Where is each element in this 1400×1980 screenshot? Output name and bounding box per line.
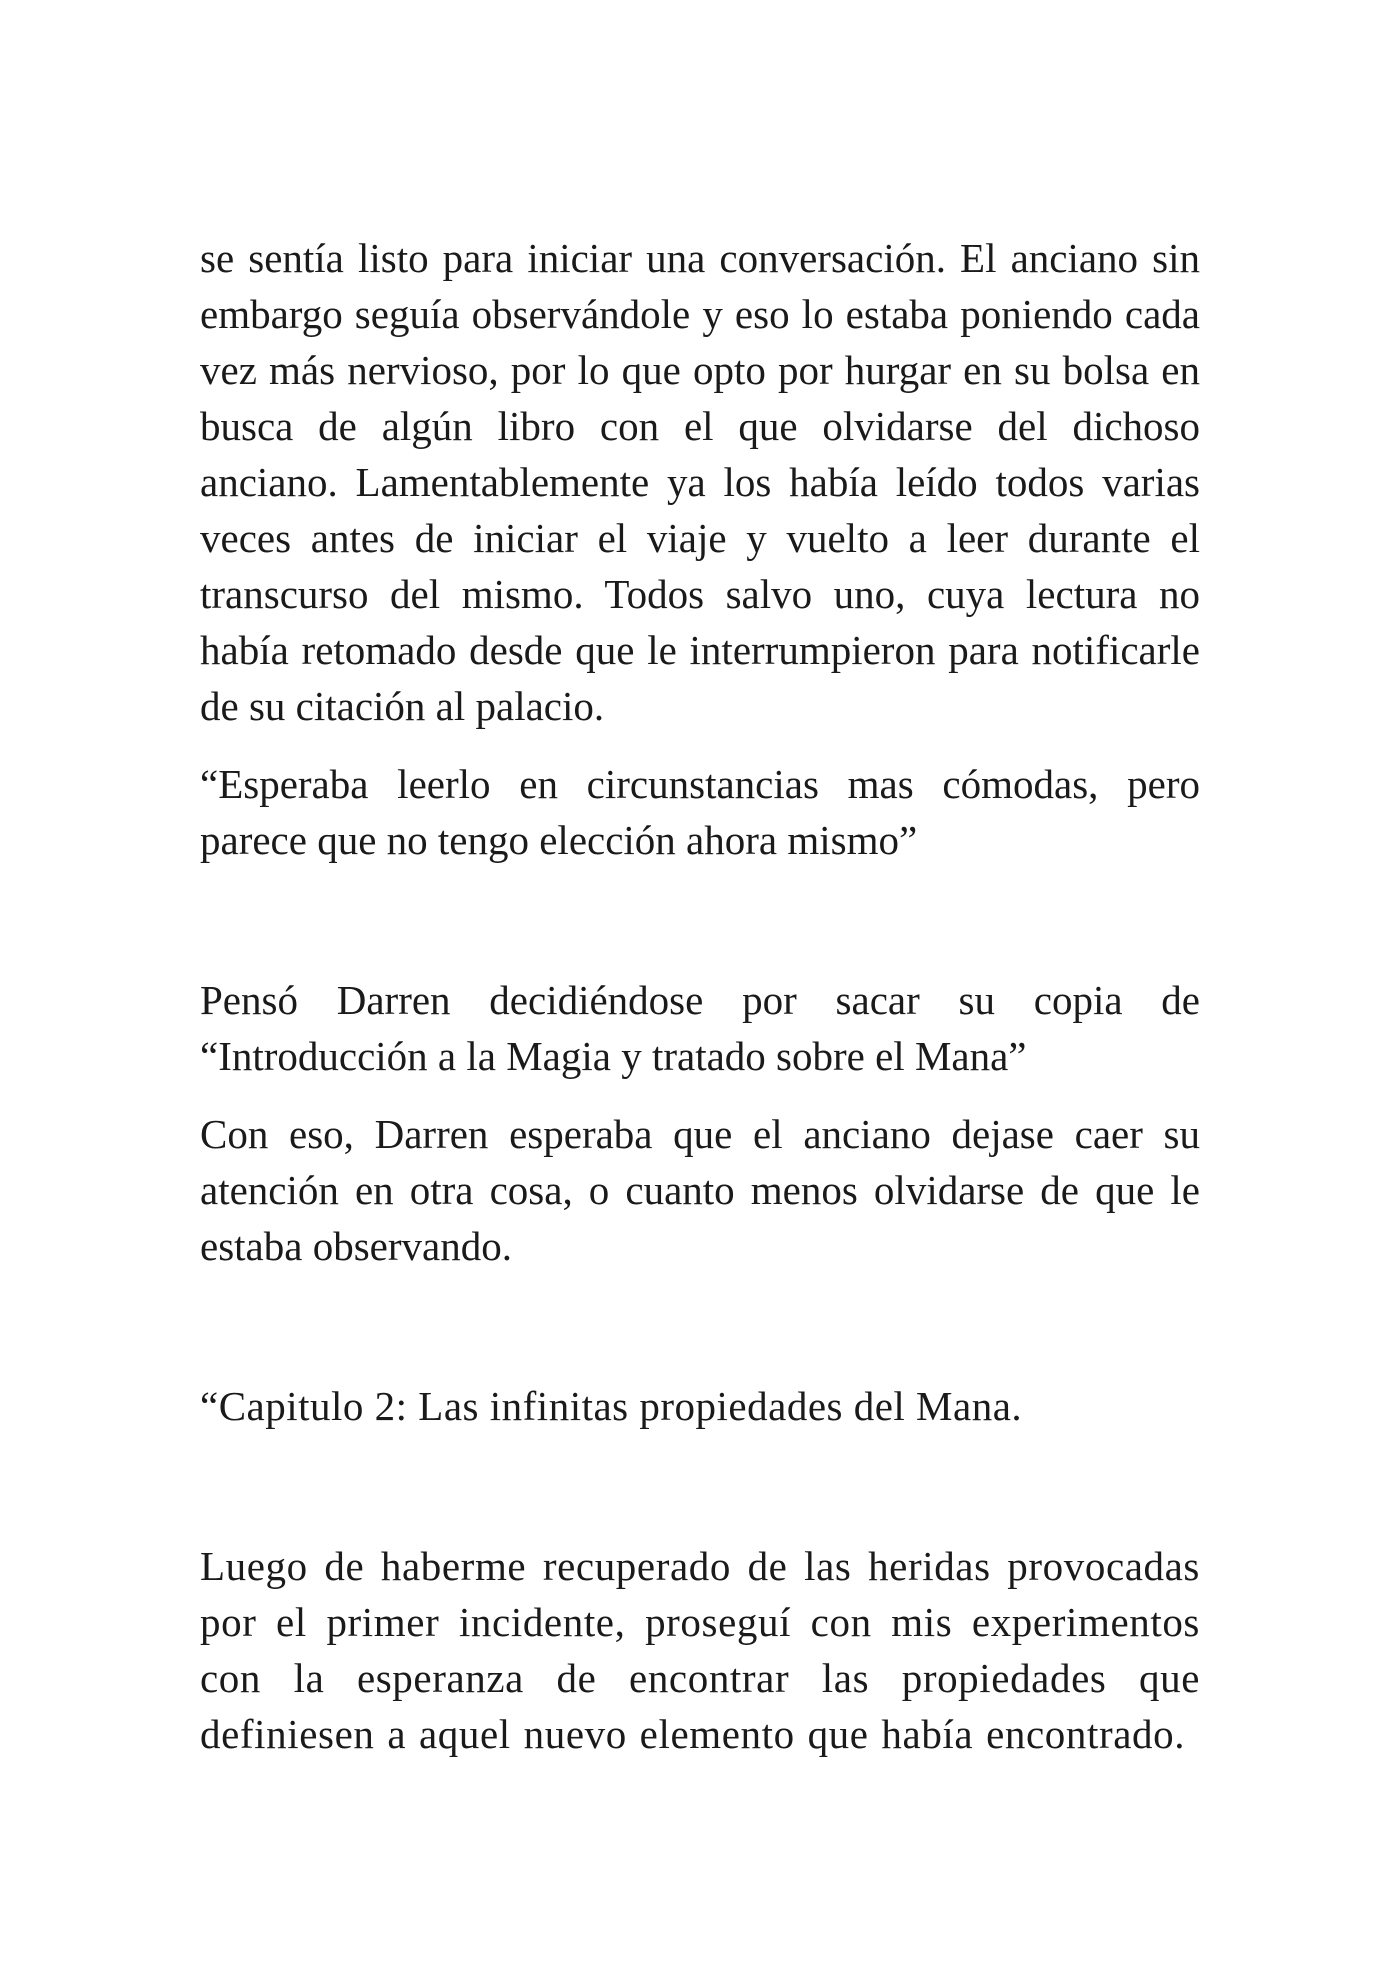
paragraph-3: Pensó Darren decidiéndose por sacar su copia de “Introducción a la Magia y tratado sobre el Mana” <box>200 977 1200 1079</box>
paragraph-5: Luego de haberme recuperado de las heridas provocadas por el primer incidente, proseguí con mis experimentos con la esperanza de encontrar las propiedades que definiesen a aquel nuevo elemento que había encontrado. <box>200 1543 1200 1757</box>
document-page <box>200 230 1200 1762</box>
chapter-heading: “Capitulo 2: Las infinitas propiedades del Mana. <box>200 1383 1023 1429</box>
paragraph-quote: “Esperaba leerlo en circunstancias mas cómodas, pero parece que no tengo elección ahora mismo” <box>200 761 1200 863</box>
paragraph-1: se sentía listo para iniciar una conversación. El anciano sin embargo seguía observándole y eso lo estaba poniendo cada vez más nervioso, por lo que opto por hurgar en su bolsa en busca de algún libro con el que olvidarse del dichoso anciano. Lamentablemente ya los había leído todos varias veces antes de iniciar el viaje y vuelto a leer durante el transcurso del mismo. Todos salvo uno, cuya lectura no había retomado desde que le interrumpieron para notificarle de su citación al palacio. <box>200 235 1200 729</box>
paragraph-4: Con eso, Darren esperaba que el anciano dejase caer su atención en otra cosa, o cuanto menos olvidarse de que le estaba observando. <box>200 1111 1200 1269</box>
